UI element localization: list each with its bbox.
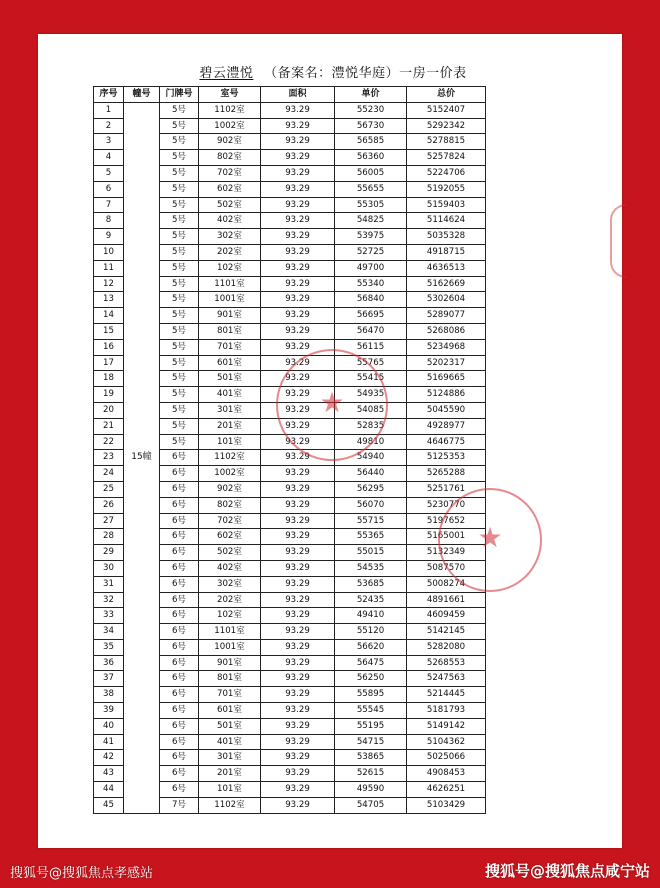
cell-seq: 9: [94, 229, 124, 245]
cell-room: 501室: [199, 371, 261, 387]
cell-door: 6号: [160, 513, 199, 529]
cell-door: 5号: [160, 339, 199, 355]
cell-door: 5号: [160, 434, 199, 450]
cell-unit-price: 55415: [335, 371, 407, 387]
cell-total-price: 5197652: [407, 513, 486, 529]
cell-door: 5号: [160, 229, 199, 245]
cell-unit-price: 56695: [335, 308, 407, 324]
cell-area: 93.29: [261, 213, 335, 229]
cell-total-price: 5268553: [407, 655, 486, 671]
cell-total-price: 5230770: [407, 497, 486, 513]
cell-seq: 18: [94, 371, 124, 387]
cell-building: 15幢: [124, 102, 160, 813]
cell-total-price: 5169665: [407, 371, 486, 387]
cell-unit-price: 56115: [335, 339, 407, 355]
cell-room: 402室: [199, 560, 261, 576]
cell-area: 93.29: [261, 197, 335, 213]
cell-area: 93.29: [261, 703, 335, 719]
cell-room: 502室: [199, 197, 261, 213]
cell-unit-price: 49590: [335, 782, 407, 798]
cell-door: 5号: [160, 102, 199, 118]
document-title: [38, 62, 622, 81]
cell-unit-price: 55765: [335, 355, 407, 371]
cell-door: 6号: [160, 466, 199, 482]
cell-total-price: 5104362: [407, 734, 486, 750]
cell-area: 93.29: [261, 750, 335, 766]
cell-unit-price: 56250: [335, 671, 407, 687]
cell-seq: 5: [94, 165, 124, 181]
cell-room: 301室: [199, 402, 261, 418]
cell-unit-price: 56440: [335, 466, 407, 482]
cell-door: 6号: [160, 703, 199, 719]
cell-total-price: 4646775: [407, 434, 486, 450]
cell-unit-price: 56840: [335, 292, 407, 308]
cell-room: 101室: [199, 434, 261, 450]
cell-unit-price: 49410: [335, 608, 407, 624]
cell-seq: 42: [94, 750, 124, 766]
cell-unit-price: 54085: [335, 402, 407, 418]
cell-unit-price: 55365: [335, 529, 407, 545]
cell-area: 93.29: [261, 513, 335, 529]
cell-area: 93.29: [261, 387, 335, 403]
cell-seq: 6: [94, 181, 124, 197]
cell-door: 6号: [160, 497, 199, 513]
cell-door: 5号: [160, 165, 199, 181]
cell-unit-price: 55895: [335, 687, 407, 703]
cell-unit-price: 52725: [335, 244, 407, 260]
cell-total-price: 5045590: [407, 402, 486, 418]
cell-area: 93.29: [261, 671, 335, 687]
price-table: [93, 86, 486, 814]
cell-area: 93.29: [261, 576, 335, 592]
cell-seq: 12: [94, 276, 124, 292]
cell-seq: 13: [94, 292, 124, 308]
cell-total-price: 4891661: [407, 592, 486, 608]
cell-unit-price: 53685: [335, 576, 407, 592]
cell-seq: 8: [94, 213, 124, 229]
cell-door: 5号: [160, 260, 199, 276]
cell-seq: 45: [94, 797, 124, 813]
cell-room: 301室: [199, 750, 261, 766]
cell-room: 1001室: [199, 639, 261, 655]
cell-door: 6号: [160, 750, 199, 766]
cell-seq: 24: [94, 466, 124, 482]
cell-area: 93.29: [261, 592, 335, 608]
cell-total-price: 5159403: [407, 197, 486, 213]
cell-total-price: 5132349: [407, 545, 486, 561]
cell-door: 6号: [160, 545, 199, 561]
cell-seq: 36: [94, 655, 124, 671]
cell-total-price: 5025066: [407, 750, 486, 766]
cell-unit-price: 54715: [335, 734, 407, 750]
cell-total-price: 5224706: [407, 165, 486, 181]
cell-unit-price: 56470: [335, 323, 407, 339]
cell-area: 93.29: [261, 276, 335, 292]
cell-total-price: 5292342: [407, 118, 486, 134]
cell-room: 602室: [199, 529, 261, 545]
cell-door: 6号: [160, 687, 199, 703]
cell-total-price: 5202317: [407, 355, 486, 371]
cell-area: 93.29: [261, 260, 335, 276]
cell-room: 502室: [199, 545, 261, 561]
cell-seq: 19: [94, 387, 124, 403]
cell-unit-price: 55305: [335, 197, 407, 213]
cell-unit-price: 53865: [335, 750, 407, 766]
cell-seq: 17: [94, 355, 124, 371]
cell-room: 1001室: [199, 292, 261, 308]
cell-area: 93.29: [261, 323, 335, 339]
cell-door: 5号: [160, 118, 199, 134]
header-total-price: 总价: [407, 87, 486, 103]
cell-unit-price: 54935: [335, 387, 407, 403]
cell-room: 601室: [199, 355, 261, 371]
cell-area: 93.29: [261, 165, 335, 181]
cell-door: 6号: [160, 734, 199, 750]
cell-area: 93.29: [261, 639, 335, 655]
cell-seq: 28: [94, 529, 124, 545]
cell-door: 6号: [160, 592, 199, 608]
cell-door: 5号: [160, 244, 199, 260]
cell-area: 93.29: [261, 481, 335, 497]
cell-door: 6号: [160, 782, 199, 798]
cell-seq: 14: [94, 308, 124, 324]
cell-room: 402室: [199, 213, 261, 229]
cell-area: 93.29: [261, 560, 335, 576]
cell-room: 601室: [199, 703, 261, 719]
cell-total-price: 5282080: [407, 639, 486, 655]
cell-room: 801室: [199, 323, 261, 339]
cell-unit-price: 54940: [335, 450, 407, 466]
cell-seq: 26: [94, 497, 124, 513]
cell-room: 902室: [199, 134, 261, 150]
cell-room: 202室: [199, 244, 261, 260]
cell-unit-price: 56070: [335, 497, 407, 513]
cell-unit-price: 56475: [335, 655, 407, 671]
cell-total-price: 5181793: [407, 703, 486, 719]
cell-seq: 27: [94, 513, 124, 529]
cell-room: 701室: [199, 687, 261, 703]
cell-door: 6号: [160, 576, 199, 592]
cell-door: 5号: [160, 323, 199, 339]
cell-seq: 10: [94, 244, 124, 260]
cell-area: 93.29: [261, 102, 335, 118]
cell-total-price: 5302604: [407, 292, 486, 308]
cell-total-price: 4609459: [407, 608, 486, 624]
cell-door: 5号: [160, 150, 199, 166]
cell-total-price: 5125353: [407, 450, 486, 466]
record-name: （备案名：澧悦华庭）一房一价表: [264, 66, 467, 81]
cell-unit-price: 53975: [335, 229, 407, 245]
cell-room: 902室: [199, 481, 261, 497]
cell-unit-price: 49700: [335, 260, 407, 276]
cell-total-price: 4908453: [407, 766, 486, 782]
cell-seq: 20: [94, 402, 124, 418]
cell-seq: 30: [94, 560, 124, 576]
cell-seq: 34: [94, 624, 124, 640]
cell-seq: 44: [94, 782, 124, 798]
official-seal-stamp: ★: [276, 349, 388, 461]
cell-total-price: 5247563: [407, 671, 486, 687]
cell-room: 501室: [199, 718, 261, 734]
cell-total-price: 5035328: [407, 229, 486, 245]
header-door: 门牌号: [160, 87, 199, 103]
cell-seq: 25: [94, 481, 124, 497]
cell-door: 6号: [160, 639, 199, 655]
cell-seq: 3: [94, 134, 124, 150]
cell-total-price: 5192055: [407, 181, 486, 197]
cell-unit-price: 56730: [335, 118, 407, 134]
table-header-row: [94, 87, 486, 103]
cell-seq: 7: [94, 197, 124, 213]
cell-unit-price: 55715: [335, 513, 407, 529]
cell-area: 93.29: [261, 150, 335, 166]
cell-seq: 2: [94, 118, 124, 134]
cell-total-price: 5165001: [407, 529, 486, 545]
cell-area: 93.29: [261, 292, 335, 308]
cell-room: 602室: [199, 181, 261, 197]
cell-unit-price: 55340: [335, 276, 407, 292]
cell-room: 102室: [199, 608, 261, 624]
cell-seq: 39: [94, 703, 124, 719]
cell-total-price: 5124886: [407, 387, 486, 403]
cell-total-price: 5087570: [407, 560, 486, 576]
cell-seq: 11: [94, 260, 124, 276]
cell-area: 93.29: [261, 545, 335, 561]
cell-room: 1102室: [199, 797, 261, 813]
cell-room: 401室: [199, 734, 261, 750]
cell-seq: 31: [94, 576, 124, 592]
cell-unit-price: 56360: [335, 150, 407, 166]
cell-unit-price: 56005: [335, 165, 407, 181]
cell-room: 802室: [199, 497, 261, 513]
cell-area: 93.29: [261, 608, 335, 624]
cell-seq: 21: [94, 418, 124, 434]
cell-seq: 22: [94, 434, 124, 450]
cell-area: 93.29: [261, 797, 335, 813]
cell-door: 7号: [160, 797, 199, 813]
cell-total-price: 5214445: [407, 687, 486, 703]
cell-total-price: 5142145: [407, 624, 486, 640]
cell-door: 5号: [160, 402, 199, 418]
cell-door: 6号: [160, 450, 199, 466]
cell-total-price: 5251761: [407, 481, 486, 497]
cell-door: 6号: [160, 608, 199, 624]
cell-unit-price: 56620: [335, 639, 407, 655]
cell-seq: 41: [94, 734, 124, 750]
cell-area: 93.29: [261, 229, 335, 245]
cell-room: 1102室: [199, 450, 261, 466]
cell-door: 6号: [160, 481, 199, 497]
cell-room: 202室: [199, 592, 261, 608]
price-list-document: [38, 34, 622, 848]
cell-door: 5号: [160, 134, 199, 150]
cell-room: 901室: [199, 655, 261, 671]
cell-door: 6号: [160, 718, 199, 734]
cell-total-price: 5268086: [407, 323, 486, 339]
watermark-right: 搜狐号@搜狐焦点咸宁站: [484, 862, 650, 880]
cell-room: 201室: [199, 766, 261, 782]
cell-area: 93.29: [261, 687, 335, 703]
cell-unit-price: 54535: [335, 560, 407, 576]
watermark-left: 搜狐号@搜狐焦点孝感站: [10, 866, 154, 881]
cell-total-price: 5008274: [407, 576, 486, 592]
cell-area: 93.29: [261, 418, 335, 434]
cell-unit-price: 54825: [335, 213, 407, 229]
cell-unit-price: 52435: [335, 592, 407, 608]
cell-total-price: 5149142: [407, 718, 486, 734]
cell-seq: 32: [94, 592, 124, 608]
cell-room: 101室: [199, 782, 261, 798]
cell-door: 5号: [160, 213, 199, 229]
cell-door: 5号: [160, 181, 199, 197]
cell-area: 93.29: [261, 308, 335, 324]
cell-unit-price: 52835: [335, 418, 407, 434]
cell-area: 93.29: [261, 371, 335, 387]
cell-room: 401室: [199, 387, 261, 403]
cell-total-price: 5103429: [407, 797, 486, 813]
cell-area: 93.29: [261, 355, 335, 371]
cell-room: 102室: [199, 260, 261, 276]
cell-door: 6号: [160, 529, 199, 545]
cell-total-price: 5289077: [407, 308, 486, 324]
cell-seq: 37: [94, 671, 124, 687]
cell-seq: 38: [94, 687, 124, 703]
project-name: 碧云澧悦: [199, 66, 254, 81]
cell-area: 93.29: [261, 450, 335, 466]
cell-area: 93.29: [261, 718, 335, 734]
cell-area: 93.29: [261, 624, 335, 640]
cell-door: 5号: [160, 292, 199, 308]
cell-room: 701室: [199, 339, 261, 355]
cell-unit-price: 55230: [335, 102, 407, 118]
cell-room: 801室: [199, 671, 261, 687]
header-building: 幢号: [124, 87, 160, 103]
cell-area: 93.29: [261, 734, 335, 750]
header-room: 室号: [199, 87, 261, 103]
cell-seq: 16: [94, 339, 124, 355]
cell-room: 201室: [199, 418, 261, 434]
cell-door: 5号: [160, 387, 199, 403]
official-seal-stamp-2: ★: [438, 488, 542, 592]
cell-area: 93.29: [261, 181, 335, 197]
cell-total-price: 5114624: [407, 213, 486, 229]
cell-room: 302室: [199, 576, 261, 592]
cell-seq: 4: [94, 150, 124, 166]
cell-total-price: 5257824: [407, 150, 486, 166]
cell-total-price: 5278815: [407, 134, 486, 150]
seal-edge-mark: [610, 204, 626, 278]
cell-total-price: 4928977: [407, 418, 486, 434]
cell-door: 6号: [160, 624, 199, 640]
cell-area: 93.29: [261, 782, 335, 798]
cell-unit-price: 55120: [335, 624, 407, 640]
cell-seq: 43: [94, 766, 124, 782]
cell-unit-price: 56585: [335, 134, 407, 150]
cell-unit-price: 55655: [335, 181, 407, 197]
cell-area: 93.29: [261, 134, 335, 150]
cell-area: 93.29: [261, 529, 335, 545]
cell-door: 6号: [160, 655, 199, 671]
header-seq: 序号: [94, 87, 124, 103]
cell-total-price: 5234968: [407, 339, 486, 355]
cell-area: 93.29: [261, 466, 335, 482]
cell-seq: 23: [94, 450, 124, 466]
cell-area: 93.29: [261, 244, 335, 260]
cell-room: 1002室: [199, 466, 261, 482]
cell-area: 93.29: [261, 402, 335, 418]
cell-seq: 15: [94, 323, 124, 339]
cell-total-price: 5265288: [407, 466, 486, 482]
header-unit-price: 单价: [335, 87, 407, 103]
cell-seq: 33: [94, 608, 124, 624]
cell-room: 702室: [199, 513, 261, 529]
cell-seq: 29: [94, 545, 124, 561]
cell-door: 5号: [160, 418, 199, 434]
cell-room: 802室: [199, 150, 261, 166]
cell-unit-price: 55545: [335, 703, 407, 719]
cell-unit-price: 56295: [335, 481, 407, 497]
cell-unit-price: 55195: [335, 718, 407, 734]
cell-total-price: 5152407: [407, 102, 486, 118]
cell-unit-price: 55015: [335, 545, 407, 561]
cell-door: 5号: [160, 371, 199, 387]
header-area: 面积: [261, 87, 335, 103]
cell-area: 93.29: [261, 766, 335, 782]
cell-door: 6号: [160, 671, 199, 687]
cell-area: 93.29: [261, 339, 335, 355]
cell-door: 5号: [160, 276, 199, 292]
cell-total-price: 5162669: [407, 276, 486, 292]
cell-door: 5号: [160, 355, 199, 371]
cell-seq: 1: [94, 102, 124, 118]
cell-total-price: 4918715: [407, 244, 486, 260]
cell-room: 1101室: [199, 624, 261, 640]
cell-unit-price: 49810: [335, 434, 407, 450]
cell-room: 1002室: [199, 118, 261, 134]
cell-door: 5号: [160, 197, 199, 213]
cell-seq: 40: [94, 718, 124, 734]
cell-unit-price: 54705: [335, 797, 407, 813]
cell-area: 93.29: [261, 434, 335, 450]
cell-room: 1101室: [199, 276, 261, 292]
cell-total-price: 4636513: [407, 260, 486, 276]
cell-unit-price: 52615: [335, 766, 407, 782]
cell-seq: 35: [94, 639, 124, 655]
cell-area: 93.29: [261, 655, 335, 671]
cell-door: 6号: [160, 560, 199, 576]
cell-room: 702室: [199, 165, 261, 181]
cell-door: 6号: [160, 766, 199, 782]
cell-room: 302室: [199, 229, 261, 245]
cell-total-price: 4626251: [407, 782, 486, 798]
table-row: [94, 102, 486, 118]
cell-room: 901室: [199, 308, 261, 324]
cell-area: 93.29: [261, 118, 335, 134]
cell-room: 1102室: [199, 102, 261, 118]
cell-door: 5号: [160, 308, 199, 324]
cell-area: 93.29: [261, 497, 335, 513]
